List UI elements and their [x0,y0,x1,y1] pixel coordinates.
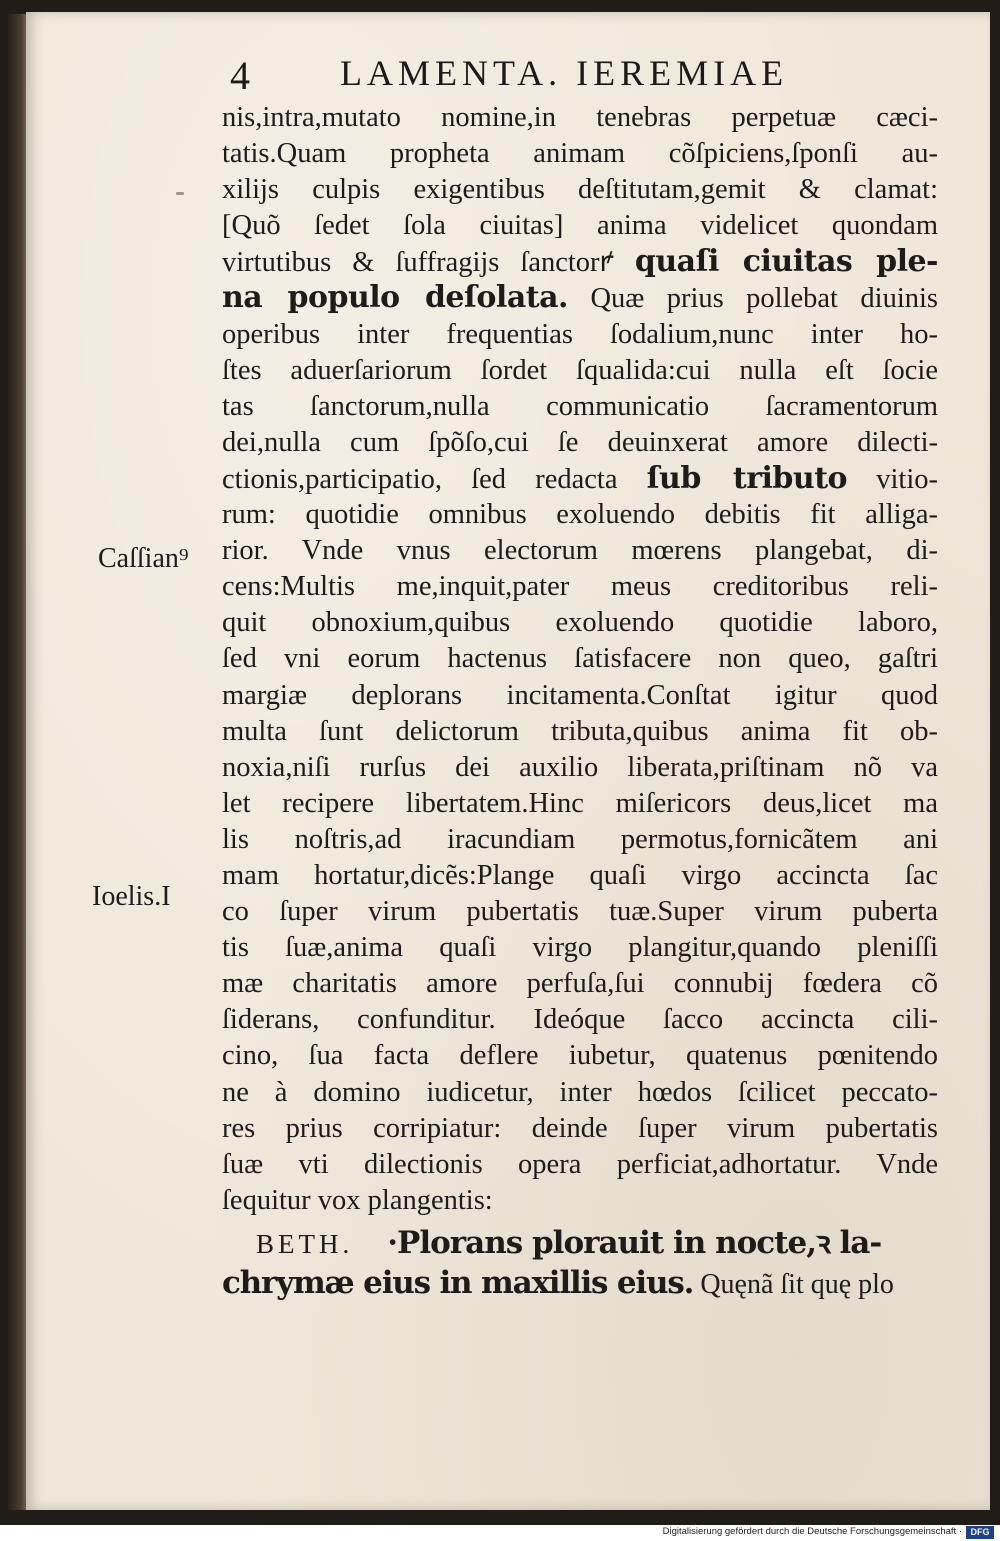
text-line: rum: quotidie omnibus exoluendo debitis fit alliga- [222,499,938,531]
text-line: lis noſtris,ad iracundiam permotus,fornicãtem ani [222,823,938,855]
margin-note-cassian: Caſſian⁹ [98,543,189,574]
text-line: mæ charitatis amore perfuſa,ſui connubij fœdera cõ [222,968,938,1000]
text-line: margiæ deplorans incitamenta.Conſtat igitur quod [222,679,938,711]
text-line: tatis.Quam propheta animam cõſpiciens,ſponſi au- [222,138,938,170]
text-line: nis,intra,mutato nomine,in tenebras perpetuæ cæci- [222,102,938,133]
text-line [222,244,938,280]
beth-continuation-roman: Quęnã ſit quę plo [700,1268,894,1300]
text-line: [Quõ ſedet ſola ciuitas] anima videlicet quondam [222,210,938,242]
main-text-block [222,100,942,1305]
ink-speck [176,192,184,195]
margin-note-ioelis: Ioelis.I [92,881,171,912]
text-span: vitio- [876,463,939,495]
blackletter-span: ſub tributo [646,460,848,496]
dfg-logo-icon: DFG [966,1526,994,1539]
text-line: ſuæ vti dilectionis opera perficiat,adhortatur. Vnde [222,1148,938,1180]
text-line: co ſuper virum pubertatis tuæ.Super virum puberta [222,896,938,928]
text-line: ne à domino iudicetur, inter hœdos ſcilicet peccato- [222,1076,938,1108]
text-line: xilijs culpis exigentibus deſtitutam,gemit & clamat: [222,174,938,206]
text-line: multa ſunt delictorum tributa,quibus anima fit ob- [222,715,938,747]
text-line: mam hortatur,dicẽs:Plange quaſi virgo accincta ſac [222,859,938,891]
text-line: operibus inter frequentias ſodalium,nunc inter ho- [222,318,938,350]
text-line: ſiderans, confunditur. Ideóque ſacco accincta cili- [222,1004,938,1036]
text-line: ſequitur vox plangentis: [222,1184,493,1216]
blackletter-span: quaſi ciuitas ple- [634,244,939,280]
beth-verse-text: ·Plorans plorauit in nocte,ꝛ la- [387,1224,882,1261]
page-number: 4 [230,53,251,98]
text-line: rior. Vnde vnus electorum mœrens plangebat, di- [222,535,938,567]
text-line: dei,nulla cum ſpõſo,cui ſe deuinxerat amore dilecti- [222,426,938,458]
blackletter-span: na populo deſolata. [222,280,568,316]
text-line: tas ſanctorum,nulla communicatio ſacramentorum [222,390,938,422]
text-line [222,280,938,316]
text-line: ſed vni eorum hactenus ſatisfacere non queo, gaſtri [222,643,938,675]
running-head-title: LAMENTA. IEREMIAE [340,53,789,93]
running-head [226,44,836,104]
digitization-footer [0,1525,1000,1541]
text-span: Quæ prius pollebat diuinis [590,283,938,315]
beth-label: BETH. [256,1228,354,1259]
text-line: quit obnoxium,quibus exoluendo quotidie laboro, [222,607,938,639]
text-line: cino, ſua facta deflere iubetur, quatenus pœnitendo [222,1040,938,1072]
beth-continuation-blackletter: chrymæ eius in maxillis eius. [222,1264,694,1301]
text-line: cens:Multis me,inquit,pater meus creditoribus reli- [222,571,938,603]
text-line: ſtes aduerſariorum ſordet ſqualida:cui nulla eſt ſocie [222,354,938,386]
beth-continuation-line [222,1265,942,1305]
text-line: res prius corripiatur: deinde ſuper virum pubertatis [222,1112,938,1144]
beth-heading-line [222,1225,942,1265]
book-page [26,12,990,1510]
footer-credit-text: Digitalisierung gefördert durch die Deutsche Forschungsgemeinschaft · [662,1526,962,1537]
text-line [222,461,938,497]
text-line: tis ſuæ,anima quaſi virgo plangitur,quando pleniſſi [222,932,938,964]
text-line: let recipere libertatem.Hinc miſericors deus,licet ma [222,787,938,819]
text-span: ctionis,participatio, ſed redacta [222,463,618,495]
text-span: virtutibus & ſuffragijs ſanctorꝵ [222,247,614,279]
text-line: noxia,niſi rurſus dei auxilio liberata,priſtinam nõ va [222,751,938,783]
